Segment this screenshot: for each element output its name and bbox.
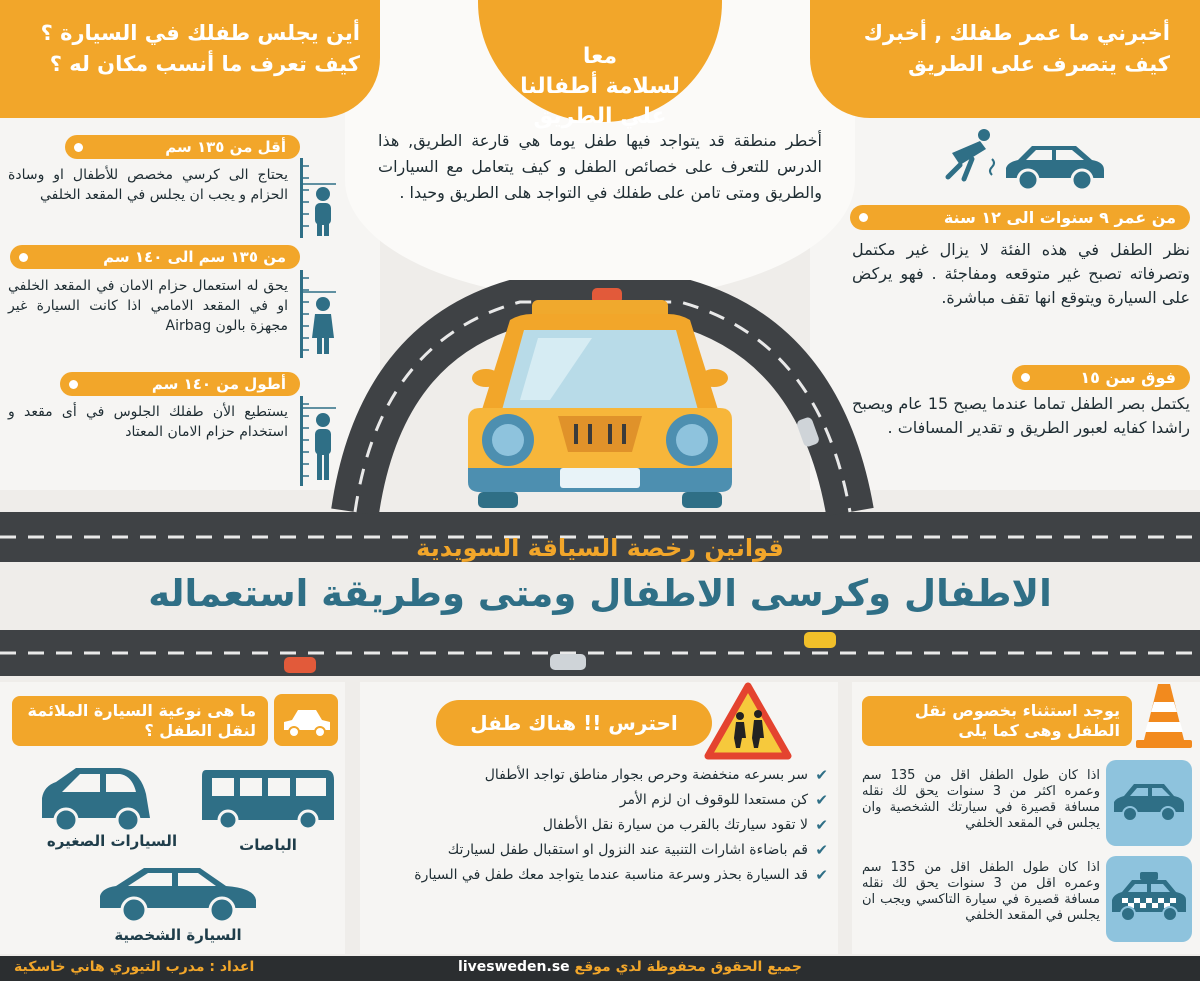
right-header: [810, 0, 1200, 118]
footer-credit: اعداد : مدرب التيوري هاني خاسكية: [14, 959, 255, 975]
car-side-icon: [1000, 142, 1108, 194]
caution-item: ✔ قد السيارة بحذر وسرعة مناسبة عندما يتواجد معك طفل في السيارة: [378, 866, 828, 885]
left-header: [0, 0, 380, 118]
bottom-right-header-text: يوجد استثناء بخصوص نقل الطفل وهى كما يلى: [914, 701, 1120, 740]
small-cars-label: السيارات الصغيره: [46, 832, 178, 850]
bottom-center-header: [436, 700, 712, 746]
banner-subtitle: قوانين رخصة السياقة السويدية: [416, 534, 784, 562]
caution-item: ✔ لا تقود سيارتك بالقرب من سيارة نقل الأطفال: [378, 816, 828, 835]
exception-1-text: اذا كان طول الطفل اقل من 135 سم وعمره اكثر من 3 سنوات يحق لك نقله مسافة قصيرة في سيارتك الشخصية وان يجلس في المقعد الخلفي: [862, 768, 1100, 831]
center-header-text: معا لسلامة أطفالنا علي الطريق: [520, 44, 680, 129]
left-item-3-label: أطول من ١٤٠ سم: [60, 372, 300, 396]
caution-list: [378, 766, 828, 891]
ruler-child-icon: [296, 158, 340, 238]
center-body: أخطر منطقة قد يتواجد فيها طفل يوما هي قارعة الطريق, هذا الدرس للتعرف على خصائص الطفل و كيف يتعامل مع السيارات والطريق ومتى تامن على طفلك في التواجد هلى الطريق وحيدا .: [378, 131, 822, 202]
lower-road: [0, 630, 1200, 676]
taxi-icon: [1108, 870, 1190, 926]
right-item-2-label: فوق سن ١٥: [1012, 365, 1190, 390]
banner-title: الاطفال وكرسى الاطفال ومتى وطريقة استعماله: [148, 572, 1052, 615]
bottom-right-header: [862, 696, 1132, 746]
left-item-1-text: يحتاج الى كرسي مخصص للأطفال او وسادة الحزام و يجب ان يجلس في المقعد الخلفي: [8, 167, 288, 203]
right-item-2-text: يكتمل بصر الطفل تماما عندما يصبح 15 عام ويصبح راشدا كفايه لعبور الطريق و تقدير المسافات .: [852, 394, 1190, 437]
car-side-icon: [1110, 780, 1188, 824]
front-car-icon: [462, 300, 738, 510]
sedan-icon: [96, 862, 260, 926]
bus-label: الباصات: [239, 836, 297, 854]
left-item-2-text: يحق له استعمال حزام الامان في المقعد الخلفي او في المقعد الامامي اذا كانت السيارة غير مجهزة بالون Airbag: [8, 278, 288, 334]
small-car-icon: [36, 764, 156, 834]
footer-site-link[interactable]: livesweden.se: [458, 959, 570, 975]
exception-2-text: اذا كان طول الطفل اقل من 135 سم وعمره اقل من 3 سنوات يحق لك نقله مسافة قصيرة في سيارة التاكسي ويجب ان يجلس في المقعد الخلفي: [862, 860, 1100, 923]
sedan-icon: [274, 694, 338, 746]
left-item-1-label: أقل من ١٣٥ سم: [65, 135, 300, 159]
footer-rights: [420, 959, 840, 975]
right-item-1-text: نظر الطفل في هذه الفئة لا يزال غير مكتمل وتصرفاته تصبح غير متوقعه ومفاجئة . فهو يركض على السيارة ويتوقع انها تقف مباشرة.: [852, 240, 1190, 307]
falling-person-icon: [942, 125, 1002, 185]
footer-rights-text: جميع الحقوق محفوظة لدي موقع: [574, 959, 802, 975]
right-item-1-label: من عمر ٩ سنوات الى ١٢ سنة: [850, 205, 1190, 230]
bus-icon: [198, 762, 338, 832]
left-header-text: أين يجلس طفلك في السيارة ؟ كيف تعرف ما أنسب مكان له ؟: [40, 21, 360, 76]
warning-sign-icon: [704, 682, 792, 760]
right-header-text: أخبرني ما عمر طفلك , أخبرك كيف يتصرف على الطريق: [863, 21, 1170, 76]
left-item-2-label: من ١٣٥ سم الى ١٤٠ سم: [10, 245, 300, 269]
caution-item: ✔ قم باضاءة اشارات التنبية عند النزول او استقبال طفل لسيارتك: [378, 841, 828, 860]
bottom-center-header-text: احترس !! هناك طفل: [470, 711, 678, 735]
personal-car-label: السيارة الشخصية: [114, 926, 242, 944]
bottom-left-header-text: ما هى نوعية السيارة الملائمة لنقل الطفل ؟: [27, 701, 256, 740]
caution-item: ✔ سر بسرعه منخفضة وحرص بجوار مناطق تواجد الأطفال: [378, 766, 828, 785]
traffic-cone-icon: [1134, 680, 1194, 752]
caution-item: ✔ كن مستعدا للوقوف ان لزم الأمر: [378, 791, 828, 810]
bottom-left-header: [12, 696, 268, 746]
left-item-3-text: يستطيع الأن طفلك الجلوس في أى مقعد و استخدام حزام الامان المعتاد: [8, 404, 288, 440]
